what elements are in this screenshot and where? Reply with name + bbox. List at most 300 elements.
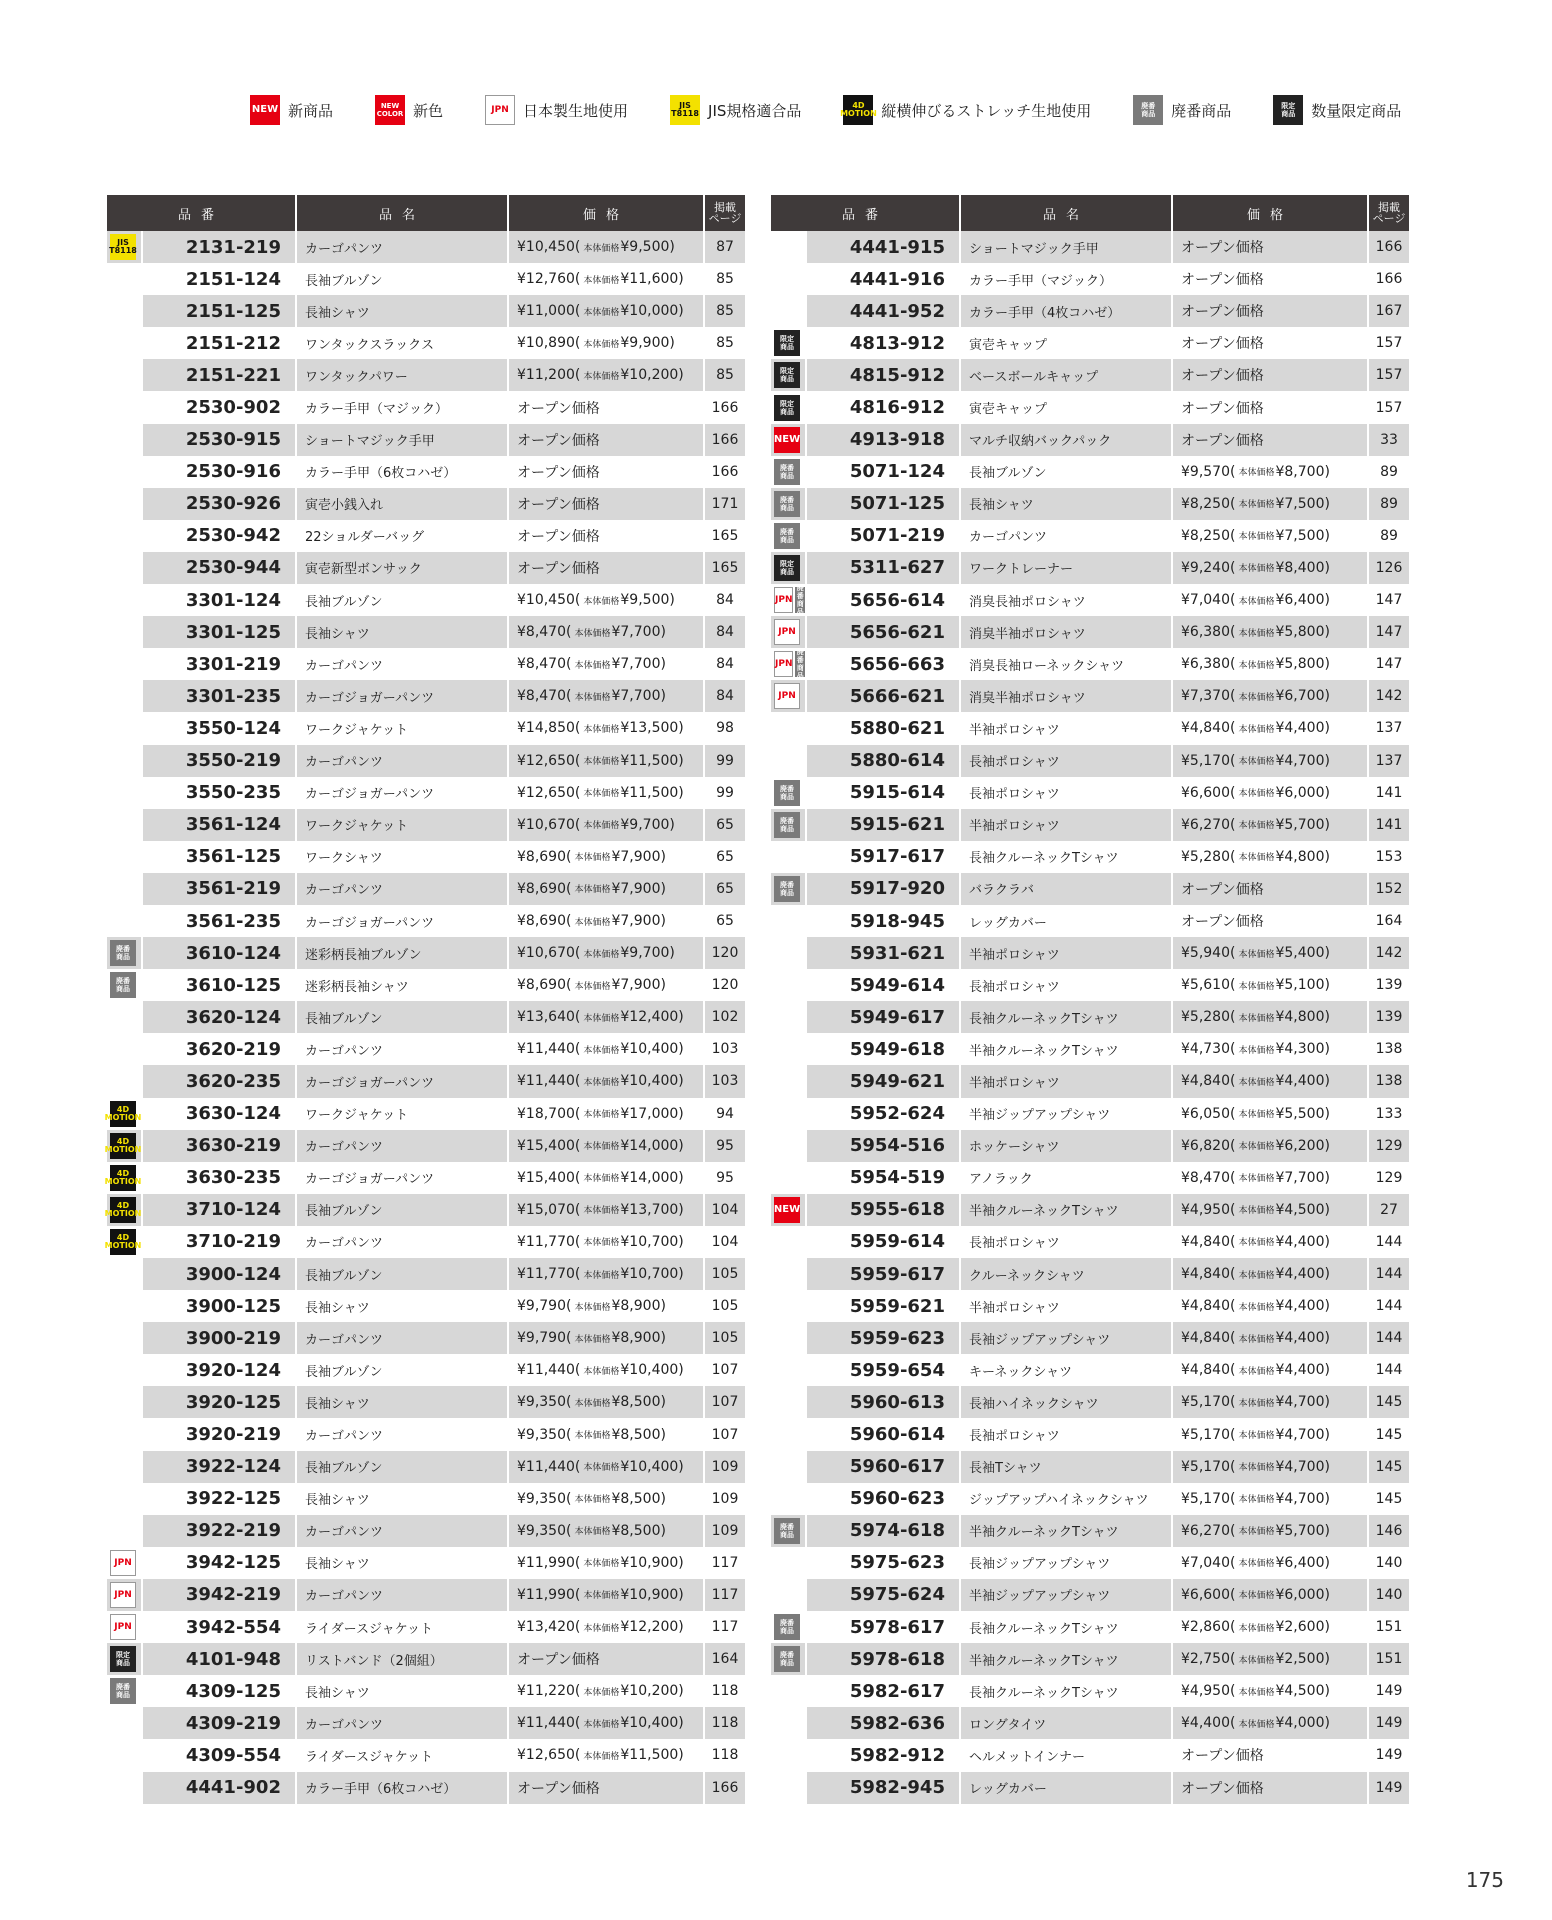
product-name: 長袖シャツ [297, 1290, 509, 1322]
product-number: 5978-618 [807, 1643, 961, 1675]
product-number: 2151-124 [143, 263, 297, 295]
product-page: 145 [1369, 1386, 1409, 1418]
price-label: 本体価格 [1238, 532, 1275, 543]
table-row [771, 1098, 1409, 1130]
product-page: 166 [1375, 271, 1403, 288]
table-row [771, 1611, 1409, 1643]
product-number: 3630-219 [143, 1130, 297, 1162]
price-label: 本体価格 [1238, 1527, 1275, 1538]
price-base: ¥4,400 [1275, 1330, 1325, 1347]
price-total: ¥11,770 [517, 1266, 575, 1283]
price-base: ¥10,400 [620, 1715, 679, 1732]
price-total: ¥2,750 [1181, 1651, 1230, 1668]
price-total: ¥5,610 [1181, 977, 1230, 994]
product-number: 5949-621 [807, 1065, 961, 1097]
product-name: カーゴパンツ [297, 745, 509, 777]
product-price: ¥5,170 ( 本体価格 ¥4,700 ) [1173, 1483, 1369, 1515]
product-page: 109 [705, 1515, 745, 1547]
jpn-badge: JPN [110, 1550, 136, 1576]
price-label: 本体価格 [1238, 1655, 1275, 1666]
product-number: 5959-621 [807, 1290, 961, 1322]
product-price [509, 552, 705, 584]
product-name: 消臭長袖ポロシャツ [961, 584, 1173, 616]
table-row [771, 1322, 1409, 1354]
new-badge: NEW [774, 1197, 800, 1223]
price-total: オープン価格 [517, 560, 600, 577]
row-badges [771, 1675, 807, 1707]
product-number: 2151-212 [143, 327, 297, 359]
price-base: ¥7,900 [611, 848, 661, 865]
product-name: ワークシャツ [297, 841, 509, 873]
price-base: ¥12,400 [620, 1009, 679, 1026]
price-base: ¥4,500 [1275, 1683, 1325, 1700]
legend-badge: NEW COLOR [375, 95, 405, 125]
product-price: ¥6,380 ( 本体価格 ¥5,800 ) [1173, 648, 1369, 680]
product-name: 半袖ジップアップシャツ [961, 1579, 1173, 1611]
product-page: 145 [1375, 1490, 1403, 1507]
product-name: カラー手甲（4枚コハゼ） [961, 295, 1173, 327]
table-row [107, 520, 745, 552]
product-price [509, 1643, 705, 1675]
row-badges [771, 1098, 807, 1130]
price-total: ¥11,770 [517, 1233, 575, 1250]
row-badges [771, 648, 807, 680]
haiban-badge: 廃番 商品 [110, 940, 136, 966]
price-base: ¥4,800 [1275, 1009, 1325, 1026]
product-page: 146 [1369, 1515, 1409, 1547]
product-price: ¥8,690 ( 本体価格 ¥7,900 ) [509, 969, 705, 1001]
price-label: 本体価格 [1238, 1142, 1275, 1153]
price-label: 本体価格 [1238, 949, 1275, 960]
product-number: 3942-125 [143, 1547, 297, 1579]
product-page: 164 [1375, 913, 1403, 930]
product-number: 4816-912 [807, 391, 961, 423]
legend-item [670, 95, 801, 125]
product-number: 5960-613 [807, 1386, 961, 1418]
product-number: 5915-621 [807, 809, 961, 841]
product-number: 2530-942 [143, 520, 297, 552]
product-page: 138 [1375, 1041, 1403, 1058]
price-total: オープン価格 [517, 528, 600, 545]
product-price [1173, 873, 1369, 905]
header-name: 品名 [297, 195, 509, 231]
table-row [771, 616, 1409, 648]
product-page: 144 [1375, 1233, 1403, 1250]
product-price: ¥10,670 ( 本体価格 ¥9,700 ) [509, 937, 705, 969]
product-number: 5959-623 [807, 1322, 961, 1354]
product-price: ¥8,470 ( 本体価格 ¥7,700 ) [509, 648, 705, 680]
product-page: 117 [705, 1579, 745, 1611]
product-price: ¥10,450 ( 本体価格 ¥9,500 ) [509, 584, 705, 616]
row-badges [771, 1418, 807, 1450]
row-badges [107, 488, 143, 520]
product-name: カーゴパンツ [297, 1130, 509, 1162]
product-number: 2151-125 [143, 295, 297, 327]
row-badges [771, 1290, 807, 1322]
product-price: ¥6,050 ( 本体価格 ¥5,500 ) [1173, 1098, 1369, 1130]
price-label: 本体価格 [583, 1013, 620, 1024]
price-total: ¥11,990 [517, 1586, 575, 1603]
product-number: 3920-125 [143, 1386, 297, 1418]
product-number: 3942-219 [143, 1579, 297, 1611]
row-badges [771, 1001, 807, 1033]
product-page: 142 [1369, 680, 1409, 712]
row-badges [104, 1162, 143, 1194]
table-row [107, 391, 745, 423]
product-page: 89 [1380, 527, 1398, 544]
price-total: ¥5,170 [1181, 1458, 1230, 1475]
price-base: ¥8,900 [611, 1330, 661, 1347]
price-label: 本体価格 [1238, 628, 1275, 639]
price-total: オープン価格 [517, 464, 600, 481]
table-row [107, 327, 745, 359]
header-price: 価格 [509, 195, 705, 231]
product-price: ¥12,650 ( 本体価格 ¥11,500 ) [509, 745, 705, 777]
legend [250, 95, 1443, 125]
gentei-badge: 限定 商品 [774, 395, 800, 421]
product-name: カラー手甲（マジック） [297, 391, 509, 423]
table-row [107, 1643, 745, 1675]
product-page: 104 [711, 1233, 739, 1250]
price-label: 本体価格 [1238, 1495, 1275, 1506]
price-base: ¥2,600 [1275, 1619, 1325, 1636]
price-total: ¥7,040 [1181, 592, 1230, 609]
price-label: 本体価格 [583, 1463, 620, 1474]
product-page: 144 [1369, 1258, 1409, 1290]
price-total: オープン価格 [517, 400, 600, 417]
product-price [1173, 905, 1369, 937]
product-number: 3710-219 [143, 1226, 297, 1258]
product-price: ¥11,990 ( 本体価格 ¥10,900 ) [509, 1579, 705, 1611]
product-number: 4815-912 [807, 359, 961, 391]
table-row [771, 1386, 1409, 1418]
price-base: ¥6,400 [1275, 1554, 1325, 1571]
price-label: 本体価格 [1238, 1206, 1275, 1217]
table-row [771, 648, 1409, 680]
table-row [771, 1162, 1409, 1194]
table-row [107, 1418, 745, 1450]
product-page: 166 [711, 399, 739, 416]
product-name: 長袖ポロシャツ [961, 969, 1173, 1001]
product-page: 33 [1369, 424, 1409, 456]
product-price [509, 456, 705, 488]
product-price: ¥11,440 ( 本体価格 ¥10,400 ) [509, 1354, 705, 1386]
haiban-badge: 廃番 商品 [774, 876, 800, 902]
table-row [107, 680, 745, 712]
table-row [771, 327, 1409, 359]
price-total: オープン価格 [1181, 272, 1264, 289]
product-name: カラー手甲（マジック） [961, 263, 1173, 295]
product-name: 長袖ポロシャツ [961, 745, 1173, 777]
product-name: 半袖クルーネックTシャツ [961, 1643, 1173, 1675]
product-number: 3900-124 [143, 1258, 297, 1290]
row-badges [104, 1098, 143, 1130]
price-base: ¥9,500 [620, 239, 670, 256]
price-label: 本体価格 [1238, 1045, 1275, 1056]
price-total: ¥9,350 [517, 1426, 566, 1443]
product-name: カーゴパンツ [297, 1515, 509, 1547]
price-total: ¥15,400 [517, 1169, 575, 1186]
product-number: 5960-623 [807, 1483, 961, 1515]
product-number: 5311-627 [807, 552, 961, 584]
price-total: ¥15,400 [517, 1137, 575, 1154]
table-row [771, 1130, 1409, 1162]
row-badges [771, 1579, 807, 1611]
price-base: ¥8,700 [1275, 463, 1325, 480]
product-price: ¥7,370 ( 本体価格 ¥6,700 ) [1173, 680, 1369, 712]
product-number: 4309-219 [143, 1707, 297, 1739]
product-number: 4913-918 [807, 424, 961, 456]
4d-badge: 4D MOTION [110, 1133, 136, 1159]
product-page: 84 [716, 592, 734, 609]
price-base: ¥7,500 [1275, 527, 1325, 544]
row-badges [107, 263, 143, 295]
jpn-badge: JPN [774, 651, 793, 677]
row-badges [771, 1643, 807, 1675]
product-page: 157 [1375, 335, 1403, 352]
price-base: ¥4,700 [1275, 752, 1325, 769]
price-total: ¥10,450 [517, 239, 575, 256]
price-total: ¥10,890 [517, 335, 575, 352]
product-page: 95 [705, 1130, 745, 1162]
legend-item [485, 95, 628, 125]
product-page: 138 [1369, 1065, 1409, 1097]
page-number: 175 [1465, 1868, 1504, 1892]
product-price: ¥8,250 ( 本体価格 ¥7,500 ) [1173, 520, 1369, 552]
product-page: 84 [705, 680, 745, 712]
product-number: 5880-621 [807, 712, 961, 744]
product-name: カーゴパンツ [297, 1418, 509, 1450]
product-name: 寅壱小銭入れ [297, 488, 509, 520]
row-badges [107, 1258, 143, 1290]
product-page: 137 [1369, 745, 1409, 777]
price-label: 本体価格 [583, 339, 620, 350]
product-name: 長袖ジップアップシャツ [961, 1322, 1173, 1354]
table-row [107, 488, 745, 520]
product-price: ¥9,570 ( 本体価格 ¥8,700 ) [1173, 456, 1369, 488]
price-label: 本体価格 [1238, 564, 1275, 575]
price-total: ¥5,170 [1181, 1426, 1230, 1443]
product-price: ¥8,690 ( 本体価格 ¥7,900 ) [509, 841, 705, 873]
table-row [771, 552, 1409, 584]
product-page: 102 [705, 1001, 745, 1033]
product-price: ¥11,220 ( 本体価格 ¥10,200 ) [509, 1675, 705, 1707]
product-name: カーゴパンツ [297, 1033, 509, 1065]
price-base: ¥4,000 [1275, 1715, 1325, 1732]
product-name: カーゴパンツ [961, 520, 1173, 552]
row-badges [771, 745, 807, 777]
product-name: ロングタイツ [961, 1707, 1173, 1739]
price-total: ¥11,990 [517, 1554, 575, 1571]
product-page: 149 [1375, 1683, 1403, 1700]
product-page: 166 [1369, 231, 1409, 263]
product-number: 5982-912 [807, 1739, 961, 1771]
legend-label: 縦横伸びるストレッチ生地使用 [881, 101, 1092, 120]
product-number: 3301-235 [143, 680, 297, 712]
price-label: 本体価格 [583, 789, 620, 800]
product-name: マルチ収納バックパック [961, 424, 1173, 456]
row-badges [771, 905, 807, 937]
product-price: ¥15,400 ( 本体価格 ¥14,000 ) [509, 1130, 705, 1162]
row-badges [107, 456, 143, 488]
row-badges [771, 616, 807, 648]
product-price: ¥9,240 ( 本体価格 ¥8,400 ) [1173, 552, 1369, 584]
product-page: 151 [1375, 1619, 1403, 1636]
product-page: 85 [705, 295, 745, 327]
price-label: 本体価格 [1238, 1687, 1275, 1698]
product-page: 126 [1369, 552, 1409, 584]
legend-label: 廃番商品 [1171, 101, 1232, 120]
table-row [104, 1130, 745, 1162]
price-total: ¥18,700 [517, 1105, 575, 1122]
row-badges [771, 1386, 807, 1418]
price-label: 本体価格 [1238, 821, 1275, 832]
price-base: ¥11,500 [620, 1747, 679, 1764]
product-page: 171 [705, 488, 745, 520]
price-base: ¥4,500 [1275, 1201, 1325, 1218]
price-total: オープン価格 [517, 496, 600, 513]
legend-badge: 廃番 商品 [1133, 95, 1163, 125]
product-name: アノラック [961, 1162, 1173, 1194]
product-number: 3561-219 [143, 873, 297, 905]
product-page: 144 [1375, 1298, 1403, 1315]
product-number: 5974-618 [807, 1515, 961, 1547]
price-base: ¥10,700 [620, 1233, 679, 1250]
table-row [107, 552, 745, 584]
product-number: 3301-124 [143, 584, 297, 616]
product-name: キーネックシャツ [961, 1354, 1173, 1386]
product-page: 118 [711, 1747, 739, 1764]
table-row [771, 391, 1409, 423]
product-number: 5959-614 [807, 1226, 961, 1258]
product-name: ワンタックパワー [297, 359, 509, 391]
product-name: 長袖シャツ [961, 488, 1173, 520]
haiban-badge: 廃番 商品 [796, 648, 804, 681]
gentei-badge: 限定 商品 [110, 1646, 136, 1672]
row-badges [107, 1386, 143, 1418]
header-num: 品番 [107, 195, 297, 231]
product-name: 長袖クルーネックTシャツ [961, 1001, 1173, 1033]
header-page: 掲載 ページ [705, 195, 745, 231]
product-price: ¥13,640 ( 本体価格 ¥12,400 ) [509, 1001, 705, 1033]
price-total: ¥12,760 [517, 271, 575, 288]
product-page: 65 [716, 913, 734, 930]
row-badges [771, 1162, 807, 1194]
price-total: ¥13,640 [517, 1009, 575, 1026]
product-number: 2530-902 [143, 391, 297, 423]
row-badges [771, 391, 807, 423]
product-price: ¥5,170 ( 本体価格 ¥4,700 ) [1173, 745, 1369, 777]
row-badges [107, 841, 143, 873]
product-number: 4309-125 [143, 1675, 297, 1707]
product-number: 5975-623 [807, 1547, 961, 1579]
product-number: 5952-624 [807, 1098, 961, 1130]
new-badge: NEW [774, 427, 800, 453]
price-total: ¥4,840 [1181, 1362, 1230, 1379]
product-page: 142 [1369, 937, 1409, 969]
row-badges [771, 295, 807, 327]
product-number: 5955-618 [807, 1194, 961, 1226]
price-label: 本体価格 [583, 371, 620, 382]
price-total: ¥8,470 [517, 656, 566, 673]
product-page: 99 [705, 745, 745, 777]
price-total: ¥11,440 [517, 1073, 575, 1090]
product-name: 消臭半袖ポロシャツ [961, 616, 1173, 648]
price-total: オープン価格 [1181, 432, 1264, 449]
price-base: ¥8,500 [611, 1394, 661, 1411]
price-total: ¥4,730 [1181, 1041, 1230, 1058]
product-page: 85 [716, 271, 734, 288]
product-page: 140 [1375, 1554, 1403, 1571]
table-row [771, 1418, 1409, 1450]
price-label: 本体価格 [1238, 1174, 1275, 1185]
price-label: 本体価格 [1238, 1559, 1275, 1570]
price-label: 本体価格 [583, 1142, 620, 1153]
table-row [771, 424, 1409, 456]
product-name: 消臭半袖ポロシャツ [961, 680, 1173, 712]
price-total: オープン価格 [517, 1780, 600, 1797]
table-row [771, 295, 1409, 327]
product-name: ワークジャケット [297, 1098, 509, 1130]
price-base: ¥4,300 [1275, 1041, 1325, 1058]
price-label: 本体価格 [1238, 692, 1275, 703]
table-row [771, 1483, 1409, 1515]
product-page: 104 [705, 1194, 745, 1226]
row-badges [107, 777, 143, 809]
row-badges [107, 1322, 143, 1354]
product-page: 117 [711, 1554, 739, 1571]
price-base: ¥13,500 [620, 720, 679, 737]
table-row [107, 1354, 745, 1386]
row-badges [107, 1418, 143, 1450]
product-price [509, 1772, 705, 1804]
product-number: 3922-219 [143, 1515, 297, 1547]
price-total: ¥4,840 [1181, 1266, 1230, 1283]
price-label: 本体価格 [1238, 757, 1275, 768]
product-number: 3610-124 [143, 937, 297, 969]
product-name: 寅壱新型ボンサック [297, 552, 509, 584]
product-page: 164 [705, 1643, 745, 1675]
product-name: 長袖クルーネックTシャツ [961, 1675, 1173, 1707]
product-price [1173, 1772, 1369, 1804]
product-name: 迷彩柄長袖シャツ [297, 969, 509, 1001]
row-badges [771, 231, 807, 263]
price-total: ¥5,280 [1181, 1009, 1230, 1026]
table-row [771, 1226, 1409, 1258]
row-badges [107, 1290, 143, 1322]
row-badges [771, 969, 807, 1001]
price-base: ¥8,500 [611, 1490, 661, 1507]
price-total: ¥6,820 [1181, 1137, 1230, 1154]
jpn-badge: JPN [774, 683, 800, 709]
product-name: 半袖ポロシャツ [961, 937, 1173, 969]
product-page: 118 [711, 1683, 739, 1700]
table-row [771, 873, 1409, 905]
price-base: ¥7,700 [611, 656, 661, 673]
price-base: ¥8,500 [611, 1522, 661, 1539]
product-name: ホッケーシャツ [961, 1130, 1173, 1162]
product-price: ¥8,470 ( 本体価格 ¥7,700 ) [509, 616, 705, 648]
price-total: ¥15,070 [517, 1201, 575, 1218]
haiban-badge: 廃番 商品 [774, 523, 800, 549]
price-label: 本体価格 [583, 1206, 620, 1217]
product-price: ¥11,440 ( 本体価格 ¥10,400 ) [509, 1033, 705, 1065]
price-base: ¥5,500 [1275, 1105, 1325, 1122]
product-name: 長袖ポロシャツ [961, 1418, 1173, 1450]
price-base: ¥4,400 [1275, 1266, 1325, 1283]
price-base: ¥11,600 [620, 271, 679, 288]
product-name: 長袖ブルゾン [297, 1001, 509, 1033]
